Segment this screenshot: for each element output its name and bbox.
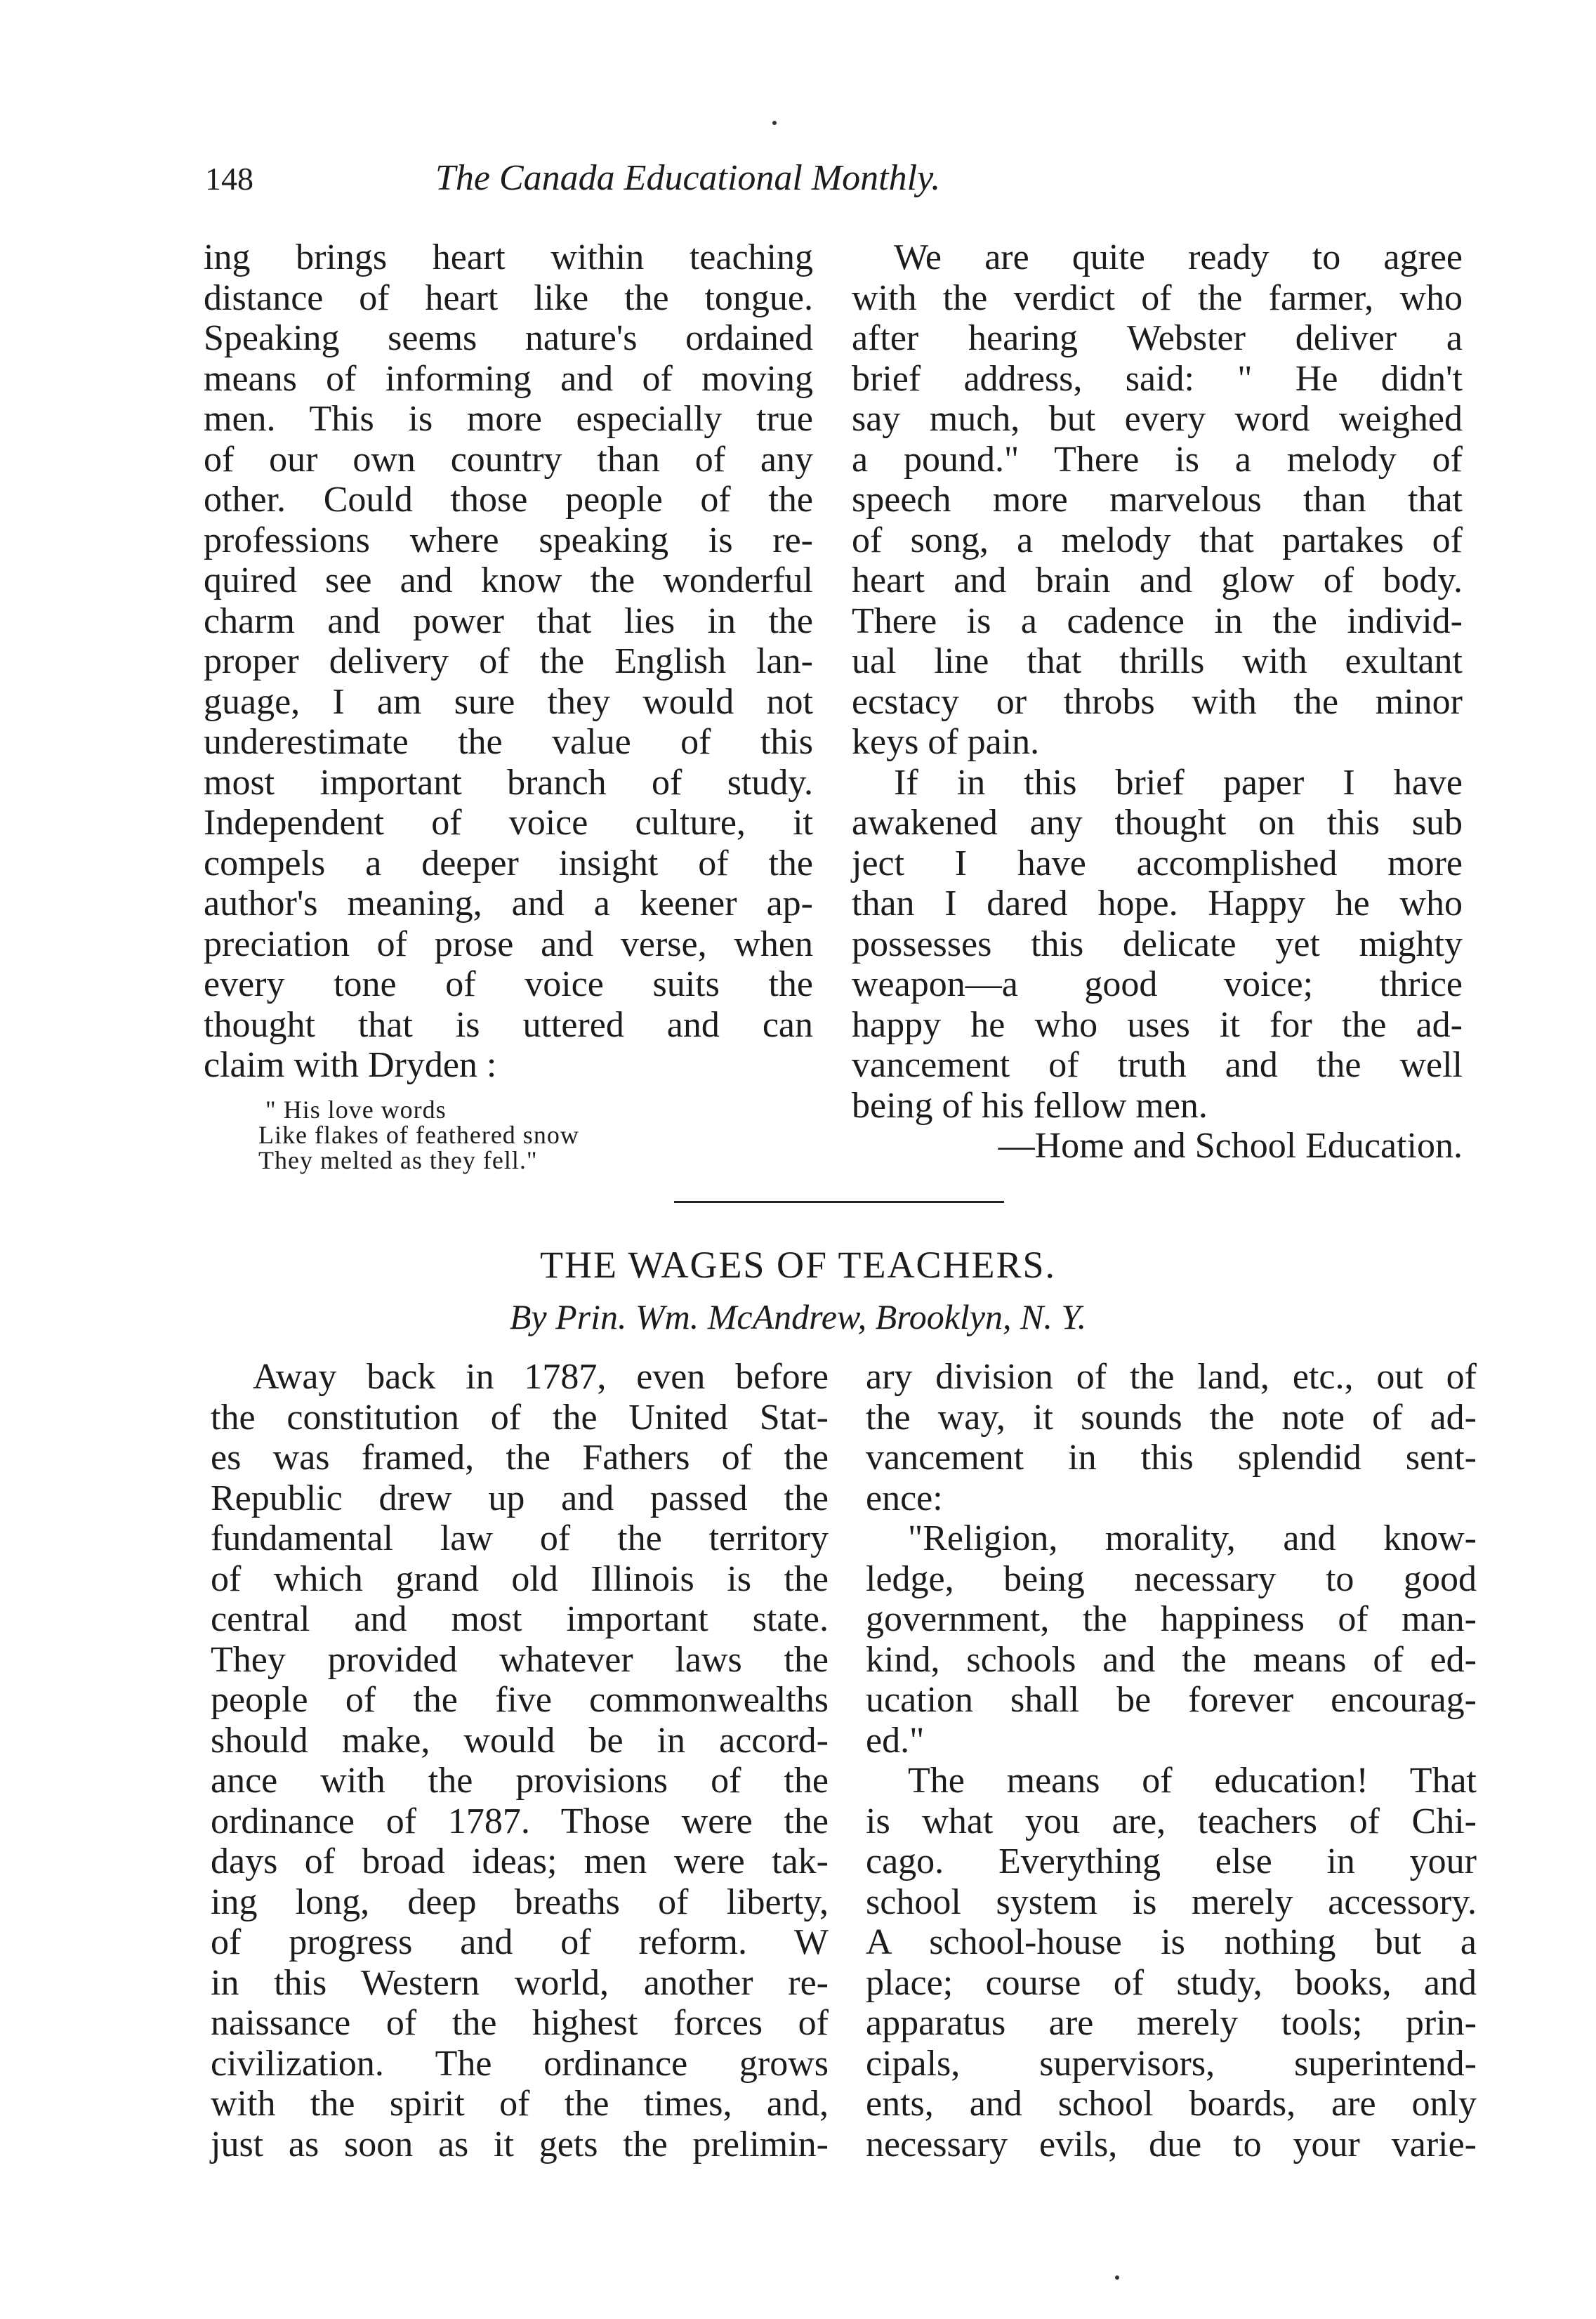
text-line: possesses this delicate yet mighty bbox=[852, 924, 1463, 964]
text-line: guage, I am sure they would not bbox=[204, 681, 813, 722]
text-line: should make, would be in accord- bbox=[211, 1720, 829, 1761]
text-line: ledge, being necessary to good bbox=[866, 1558, 1477, 1599]
text-line: Away back in 1787, even before bbox=[253, 1357, 829, 1397]
text-line: of progress and of reform. W bbox=[211, 1922, 829, 1962]
text-line: other. Could those people of the bbox=[204, 480, 813, 520]
article-title: THE WAGES OF TEACHERS. bbox=[539, 1244, 1057, 1286]
text-line: ed." bbox=[866, 1720, 925, 1761]
poem-line: They melted as they fell." bbox=[258, 1146, 538, 1174]
text-line: fundamental law of the territory bbox=[211, 1518, 829, 1558]
text-line: of song, a melody that partakes of bbox=[852, 520, 1463, 560]
printer-mark-top bbox=[772, 121, 777, 125]
source-credit: —Home and School Education. bbox=[998, 1126, 1463, 1166]
running-header-title: The Canada Educational Monthly. bbox=[435, 158, 941, 198]
text-line: claim with Dryden : bbox=[204, 1045, 497, 1085]
text-line: speech more marvelous than that bbox=[852, 480, 1463, 520]
text-line: ence: bbox=[866, 1478, 943, 1518]
text-line: ing brings heart within teaching bbox=[204, 237, 813, 277]
text-line: heart and brain and glow of body. bbox=[852, 560, 1463, 600]
text-line: government, the happiness of man- bbox=[866, 1599, 1477, 1639]
text-line: ecstacy or throbs with the minor bbox=[852, 681, 1463, 722]
text-line: cago. Everything else in your bbox=[866, 1841, 1477, 1881]
text-line: Speaking seems nature's ordained bbox=[204, 318, 813, 358]
text-line: Independent of voice culture, it bbox=[204, 803, 813, 843]
text-line: is what you are, teachers of Chi- bbox=[866, 1801, 1477, 1841]
text-line: ordinance of 1787. Those were the bbox=[211, 1801, 829, 1841]
text-line: underestimate the value of this bbox=[204, 722, 813, 762]
text-line: happy he who uses it for the ad- bbox=[852, 1004, 1463, 1045]
text-line: ject I have accomplished more bbox=[852, 843, 1463, 883]
text-line: cipals, supervisors, superintend- bbox=[866, 2043, 1477, 2084]
text-line: necessary evils, due to your varie- bbox=[866, 2124, 1477, 2164]
text-line: keys of pain. bbox=[852, 722, 1040, 762]
text-line: "Religion, morality, and know- bbox=[908, 1518, 1477, 1558]
text-line: a pound." There is a melody of bbox=[852, 439, 1463, 480]
text-line: ing long, deep breaths of liberty, bbox=[211, 1881, 829, 1922]
bottom-left-column bbox=[211, 1357, 829, 2164]
text-line: every tone of voice suits the bbox=[204, 964, 813, 1004]
text-line: say much, but every word weighed bbox=[852, 399, 1463, 439]
text-line: men. This is more especially true bbox=[204, 399, 813, 439]
text-line: weapon—a good voice; thrice bbox=[852, 964, 1463, 1004]
text-line: in this Western world, another re- bbox=[211, 1962, 829, 2003]
text-line: the constitution of the United Stat- bbox=[211, 1397, 829, 1438]
text-line: ance with the provisions of the bbox=[211, 1761, 829, 1801]
text-line: place; course of study, books, and bbox=[866, 1962, 1477, 2003]
text-line: es was framed, the Fathers of the bbox=[211, 1438, 829, 1478]
text-line: with the spirit of the times, and, bbox=[211, 2084, 829, 2124]
text-line: civilization. The ordinance grows bbox=[211, 2043, 829, 2084]
text-line: distance of heart like the tongue. bbox=[204, 277, 813, 318]
text-line: vancement in this splendid sent- bbox=[866, 1438, 1477, 1478]
text-line: awakened any thought on this sub bbox=[852, 803, 1463, 843]
text-line: ual line that thrills with exultant bbox=[852, 641, 1463, 681]
text-line: A school-house is nothing but a bbox=[866, 1922, 1477, 1962]
text-line: quired see and know the wonderful bbox=[204, 560, 813, 600]
text-line: professions where speaking is re- bbox=[204, 520, 813, 560]
text-line: just as soon as it gets the prelimin- bbox=[211, 2124, 829, 2164]
text-line: kind, schools and the means of ed- bbox=[866, 1639, 1477, 1680]
text-line: vancement of truth and the well bbox=[852, 1045, 1463, 1085]
text-line: ucation shall be forever encourag- bbox=[866, 1680, 1477, 1720]
text-line: preciation of prose and verse, when bbox=[204, 924, 813, 964]
text-line: most important branch of study. bbox=[204, 762, 813, 803]
text-line: apparatus are merely tools; prin- bbox=[866, 2003, 1477, 2043]
text-line: days of broad ideas; men were tak- bbox=[211, 1841, 829, 1881]
text-line: people of the five commonwealths bbox=[211, 1680, 829, 1720]
printer-mark-bottom bbox=[1115, 2275, 1119, 2280]
article-byline: By Prin. Wm. McAndrew, Brooklyn, N. Y. bbox=[509, 1297, 1087, 1336]
top-right-column bbox=[852, 237, 1463, 1167]
text-line: with the verdict of the farmer, who bbox=[852, 277, 1463, 318]
text-line: ary division of the land, etc., out of bbox=[866, 1357, 1477, 1397]
text-line: central and most important state. bbox=[211, 1599, 829, 1639]
text-line: author's meaning, and a keener ap- bbox=[204, 883, 813, 924]
text-line: of which grand old Illinois is the bbox=[211, 1558, 829, 1599]
section-divider bbox=[674, 1201, 1004, 1203]
text-line: school system is merely accessory. bbox=[866, 1881, 1477, 1922]
text-line: We are quite ready to agree bbox=[894, 237, 1463, 277]
top-left-column bbox=[204, 237, 813, 1086]
text-line: If in this brief paper I have bbox=[894, 762, 1463, 803]
text-line: the way, it sounds the note of ad- bbox=[866, 1397, 1477, 1438]
text-line: proper delivery of the English lan- bbox=[204, 641, 813, 681]
poem-line: Like flakes of feathered snow bbox=[258, 1121, 579, 1149]
dryden-quote bbox=[258, 1097, 579, 1173]
text-line: means of informing and of moving bbox=[204, 358, 813, 399]
bottom-right-column bbox=[866, 1357, 1477, 2164]
text-line: than I dared hope. Happy he who bbox=[852, 883, 1463, 924]
text-line: after hearing Webster deliver a bbox=[852, 318, 1463, 358]
text-line: of our own country than of any bbox=[204, 439, 813, 480]
text-line: naissance of the highest forces of bbox=[211, 2003, 829, 2043]
poem-line: " His love words bbox=[265, 1096, 447, 1124]
text-line: charm and power that lies in the bbox=[204, 600, 813, 641]
text-line: thought that is uttered and can bbox=[204, 1004, 813, 1045]
text-line: They provided whatever laws the bbox=[211, 1639, 829, 1680]
text-line: There is a cadence in the individ- bbox=[852, 600, 1463, 641]
text-line: Republic drew up and passed the bbox=[211, 1478, 829, 1518]
text-line: compels a deeper insight of the bbox=[204, 843, 813, 883]
text-line: The means of education! That bbox=[908, 1761, 1477, 1801]
page-number: 148 bbox=[205, 161, 253, 197]
text-line: being of his fellow men. bbox=[852, 1085, 1208, 1126]
text-line: ents, and school boards, are only bbox=[866, 2084, 1477, 2124]
text-line: brief address, said: " He didn't bbox=[852, 358, 1463, 399]
